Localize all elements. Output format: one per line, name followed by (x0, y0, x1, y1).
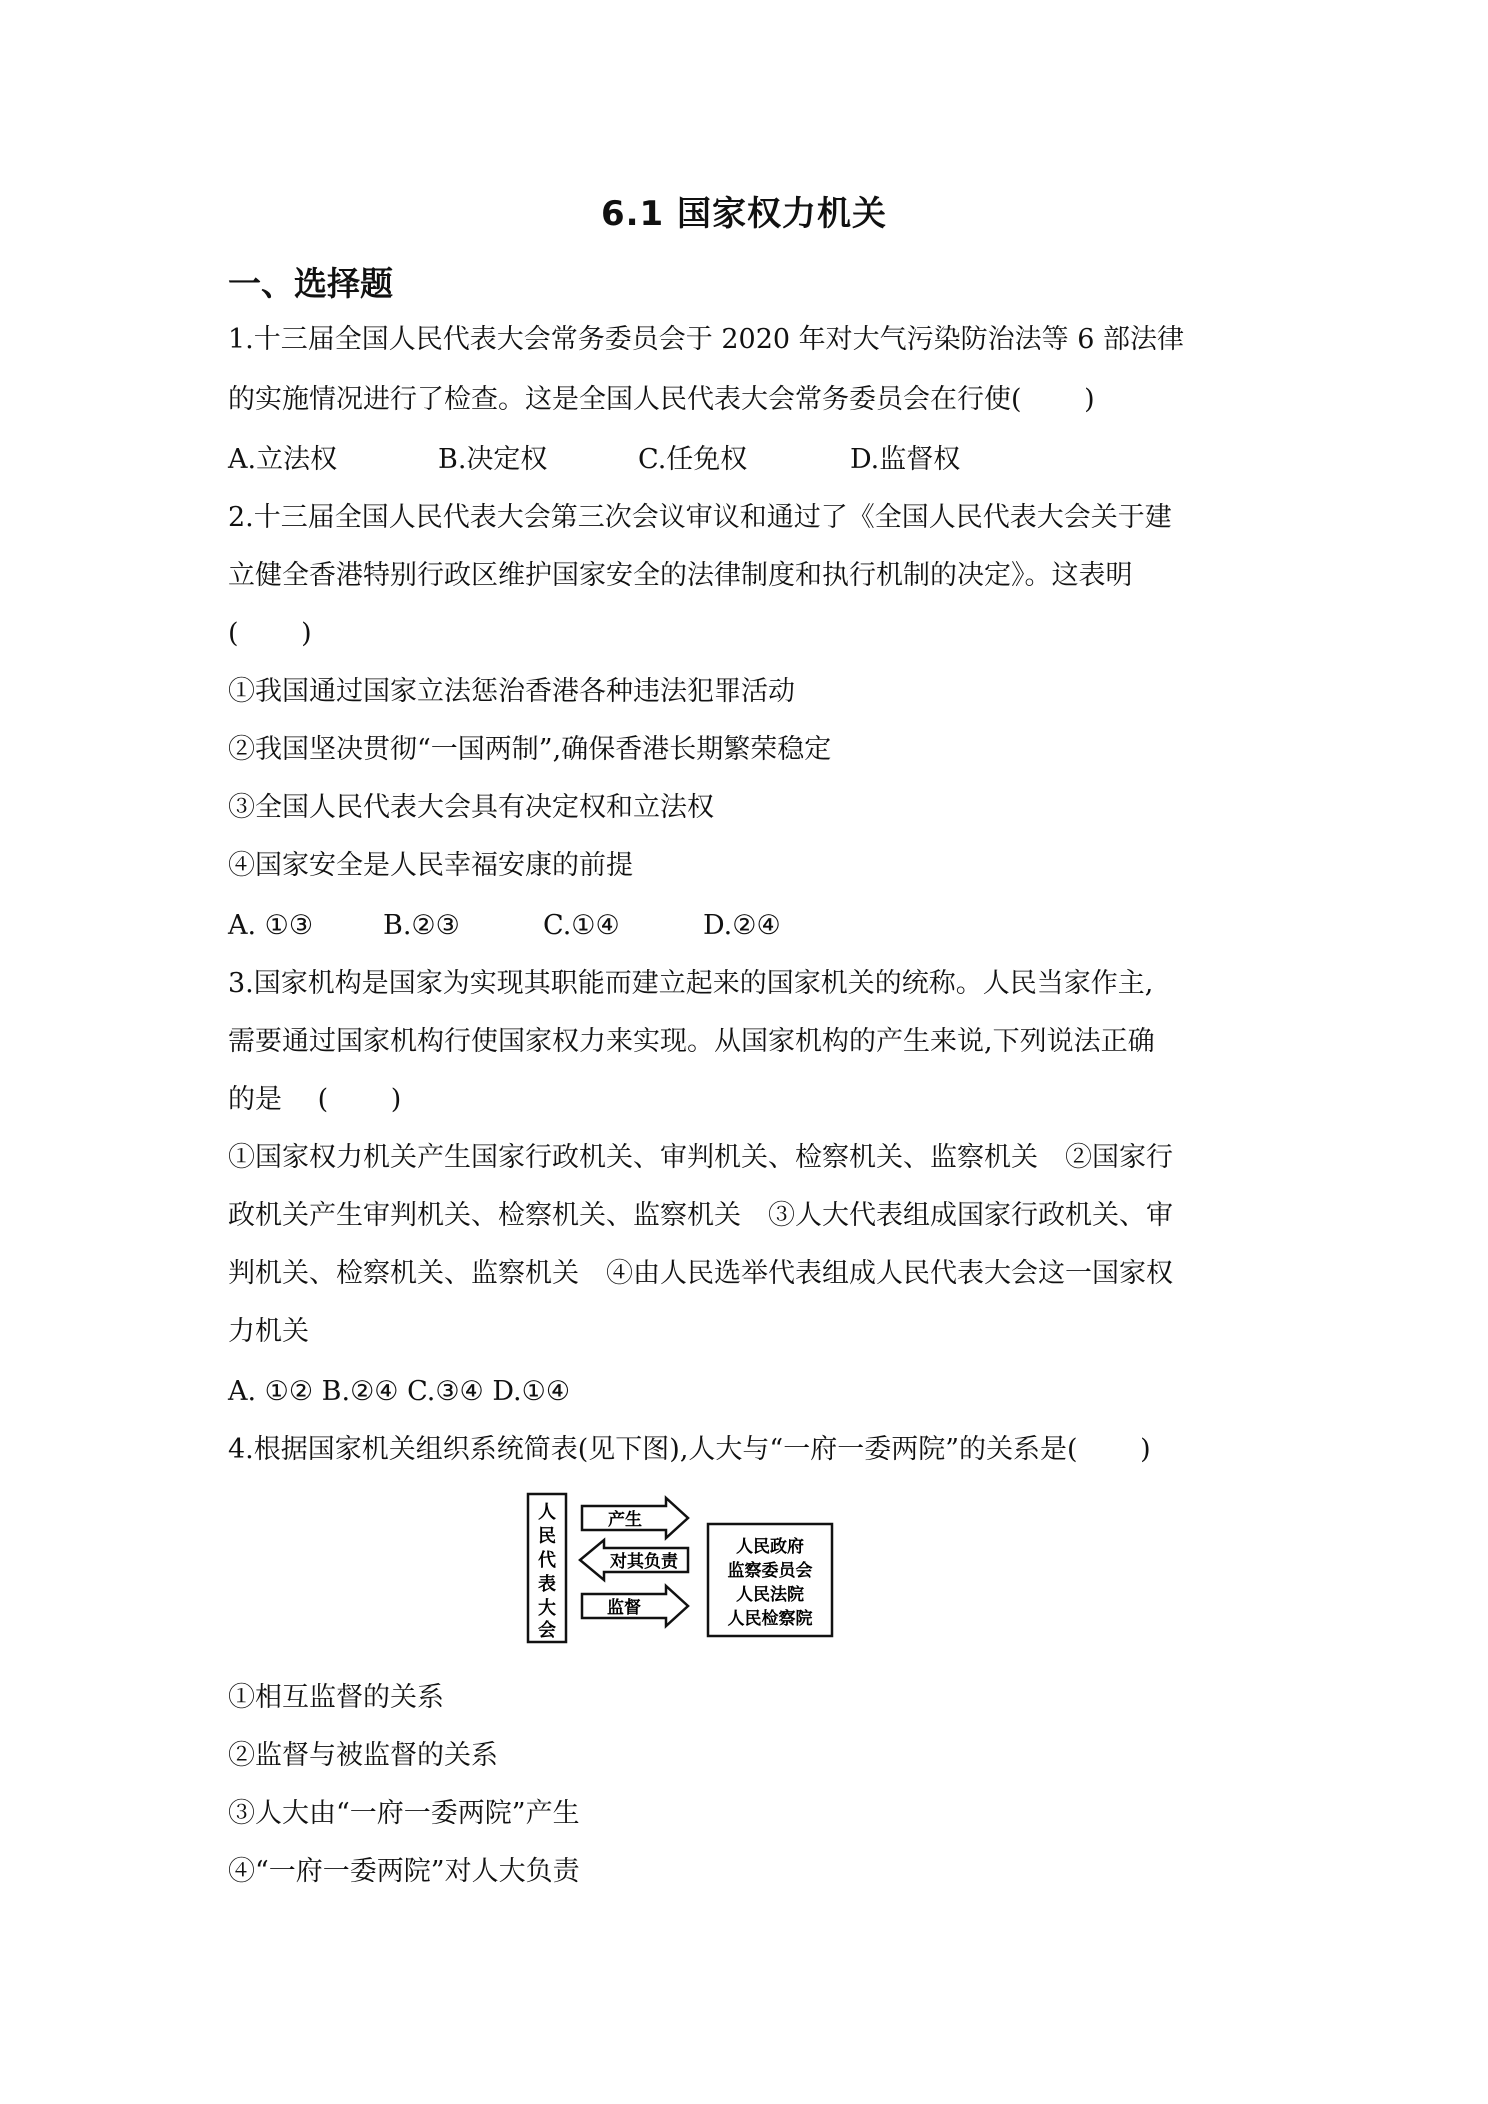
page-title: 6.1 国家权力机关 (600, 194, 888, 234)
npc-char-6: 会 (538, 1620, 556, 1641)
npc-char-4: 表 (538, 1574, 556, 1595)
organ-procuratorate: 人民检察院 (727, 1609, 813, 1629)
q2-options (228, 906, 781, 946)
organ-government: 人民政府 (736, 1537, 804, 1557)
npc-char-3: 代 (538, 1550, 556, 1571)
arrow-label-produce: 产生 (608, 1510, 642, 1530)
arrow-label-supervise: 监督 (607, 1598, 641, 1618)
q2-option-c: C.①④ (543, 910, 620, 941)
section-heading: 一、选择题 (228, 264, 393, 303)
q2-option-d: D.②④ (703, 910, 781, 941)
q2-item-2: ②我国坚决贯彻“一国两制”,确保香港长期繁荣稳定 (228, 734, 832, 765)
q1-line-1: 1.十三届全国人民代表大会常务委员会于 2020 年对大气污染防治法等 6 部法律 (228, 324, 1184, 355)
q4-item-1: ①相互监督的关系 (228, 1682, 444, 1713)
q3-line-2: 需要通过国家机构行使国家权力来实现。从国家机构的产生来说,下列说法正确 (228, 1026, 1155, 1057)
npc-char-2: 民 (538, 1526, 556, 1547)
q2-option-a: A. ①③ (228, 910, 314, 941)
q2-line-2: 立健全香港特别行政区维护国家安全的法律制度和执行机制的决定》。这表明 (228, 560, 1133, 591)
q1-option-d: D.监督权 (850, 444, 961, 475)
q3-line-5: 政机关产生审判机关、检察机关、监察机关 ③人大代表组成国家行政机关、审 (228, 1200, 1173, 1231)
q2-option-b: B.②③ (383, 910, 460, 941)
organ-court: 人民法院 (736, 1585, 804, 1605)
arrow-label-responsible: 对其负责 (610, 1552, 678, 1572)
q1-options (228, 440, 960, 480)
organ-supervision: 监察委员会 (727, 1561, 813, 1581)
q3-line-3: 的是 ( ) (228, 1084, 402, 1115)
npc-char-1: 人 (538, 1502, 556, 1523)
q2-item-3: ③全国人民代表大会具有决定权和立法权 (228, 792, 714, 823)
q1-option-b: B.决定权 (438, 444, 548, 475)
q3-line-6: 判机关、检察机关、监察机关 ④由人民选举代表组成人民代表大会这一国家权 (228, 1258, 1173, 1289)
q1-line-2: 的实施情况进行了检查。这是全国人民代表大会常务委员会在行使( ) (228, 384, 1095, 415)
q3-options: A. ①② B.②④ C.③④ D.①④ (228, 1376, 571, 1407)
organization-diagram (520, 1486, 840, 1646)
q3-line-1: 3.国家机构是国家为实现其职能而建立起来的国家机关的统称。人民当家作主, (228, 968, 1154, 999)
q2-item-1: ①我国通过国家立法惩治香港各种违法犯罪活动 (228, 676, 795, 707)
q2-line-1: 2.十三届全国人民代表大会第三次会议审议和通过了《全国人民代表大会关于建 (228, 502, 1172, 533)
q4-item-4: ④“一府一委两院”对人大负责 (228, 1856, 580, 1887)
q3-line-7: 力机关 (228, 1316, 309, 1347)
q2-item-4: ④国家安全是人民幸福安康的前提 (228, 850, 633, 881)
q4-item-2: ②监督与被监督的关系 (228, 1740, 498, 1771)
q1-option-a: A.立法权 (228, 444, 338, 475)
npc-char-5: 大 (538, 1598, 556, 1619)
q4-item-3: ③人大由“一府一委两院”产生 (228, 1798, 580, 1829)
q2-line-3: ( ) (228, 618, 312, 649)
q3-line-4: ①国家权力机关产生国家行政机关、审判机关、检察机关、监察机关 ②国家行 (228, 1142, 1173, 1173)
q4-line-1: 4.根据国家机关组织系统简表(见下图),人大与“一府一委两院”的关系是( ) (228, 1434, 1151, 1465)
q1-option-c: C.任免权 (638, 444, 748, 475)
